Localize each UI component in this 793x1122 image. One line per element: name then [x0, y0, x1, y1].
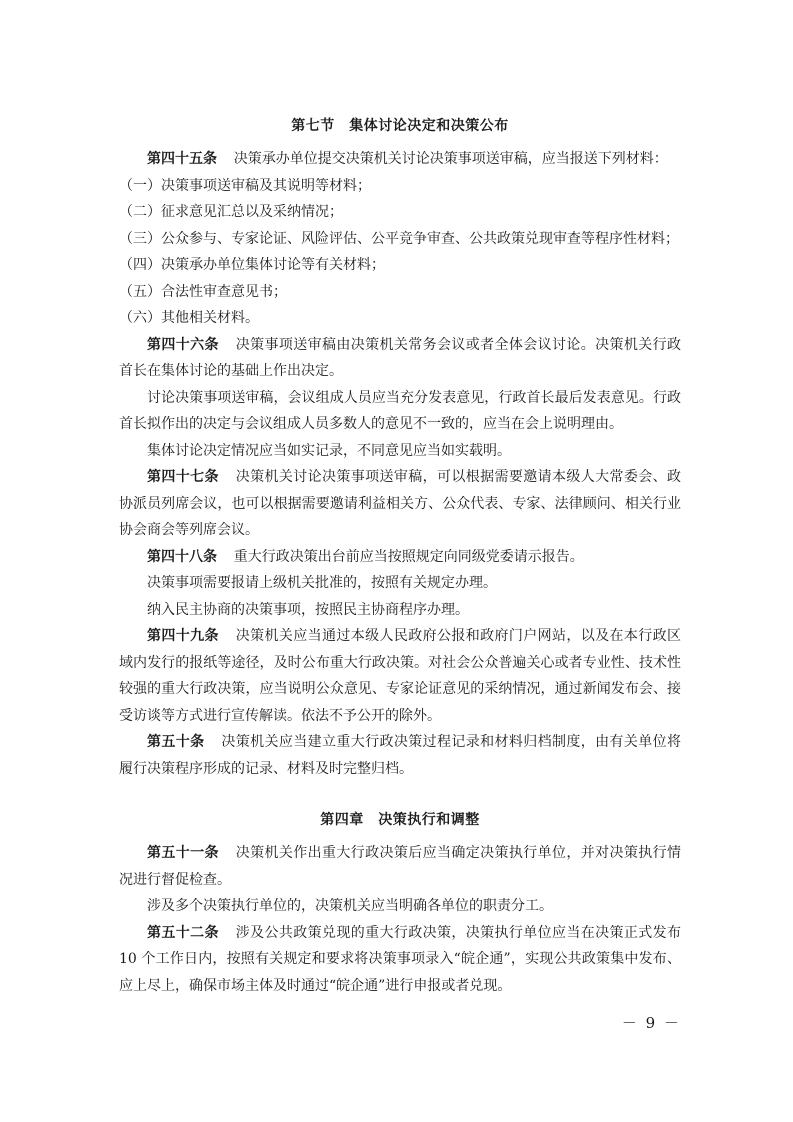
article-number: 第五十条 [147, 734, 205, 750]
article-paragraph [119, 146, 681, 173]
chapter-content [119, 840, 681, 999]
article-paragraph [119, 464, 681, 544]
article-number: 第五十二条 [147, 924, 219, 941]
list-item: （二）征求意见汇总以及采纳情况； [119, 204, 343, 220]
list-item: （一）决策事项送审稿及其说明等材料； [119, 177, 371, 194]
article-paragraph [119, 920, 681, 1000]
article-text: 决策承办单位提交决策机关讨论决策事项送审稿，应当报送下列材料： [233, 151, 668, 167]
body-paragraph: 纳入民主协商的决策事项，按照民主协商程序办理。 [147, 601, 469, 618]
article-text: 决策机关应当建立重大行政决策过程记录和材料归档制度，由有关单位将履行决策程序形成的记录、材料及时完整归档。 [119, 734, 682, 777]
list-item: （五）合法性审查意见书； [119, 283, 287, 300]
article-paragraph [119, 840, 681, 893]
article-text: 决策机关作出重大行政决策后应当确定决策执行单位，并对决策执行情况进行督促检查。 [119, 845, 682, 888]
body-paragraph: 集体讨论决定情况应当如实记录，不同意见应当如实载明。 [147, 442, 511, 459]
list-item: （四）决策承办单位集体讨论等有关材料； [119, 257, 385, 273]
article-paragraph [119, 544, 681, 571]
article-number: 第四十八条 [147, 548, 217, 565]
list-item: （三）公众参与、专家论证、风险评估、公平竞争审查、公共政策兑现审查等程序性材料； [119, 230, 679, 247]
article-text: 涉及公共政策兑现的重大行政决策，决策执行单位应当在决策正式发布 10 个工作日内，按照有关规定和要求将决策事项录入“皖企通”，实现公共政策集中发布、应上尽上，确保市场主体及时通过“皖企通”进行申报或者兑现。 [119, 924, 682, 994]
body-paragraph: 涉及多个决策执行单位的，决策机关应当明确各单位的职责分工。 [147, 898, 553, 914]
body-paragraph: 决策事项需要报请上级机关批准的，按照有关规定办理。 [147, 575, 497, 591]
article-text: 决策机关讨论决策事项送审稿，可以根据需要邀请本级人大常委会、政协派员列席会议，也可以根据需要邀请利益相关方、公众代表、专家、法律顾问、相关行业协会商会等列席会议。 [119, 469, 682, 538]
article-text: 决策机关应当通过本级人民政府公报和政府门户网站，以及在本行政区域内发行的报纸等途径，及时公布重大行政决策。对社会公众普遍关心或者专业性、技术性较强的重大行政决策，应当说明公众意见、专家论证意见的采纳情况，通过新闻发布会、接受访谈等方式进行宣传解读。依法不予公开的除外。 [119, 628, 682, 724]
article-text: 决策事项送审稿由决策机关常务会议或者全体会议讨论。决策机关行政首长在集体讨论的基础上作出决定。 [119, 336, 682, 379]
article-paragraph [119, 729, 681, 782]
article-number: 第四十七条 [147, 469, 219, 485]
article-text: 重大行政决策出台前应当按照规定向同级党委请示报告。 [233, 548, 584, 565]
chapter-title: 第四章 决策执行和调整 [320, 812, 480, 828]
section-content [119, 146, 681, 782]
article-number: 第四十五条 [147, 151, 217, 167]
page-number: － 9 － [621, 1014, 681, 1032]
body-paragraph: 讨论决策事项送审稿，会议组成人员应当充分发表意见，行政首长最后发表意见。行政首长拟作出的决定与会议组成人员多数人的意见不一致的，应当在会上说明理由。 [119, 389, 681, 432]
list-item: （六）其他相关材料。 [119, 310, 259, 326]
article-paragraph [119, 623, 681, 729]
document-body [119, 116, 681, 999]
article-paragraph [119, 332, 681, 385]
article-number: 第五十一条 [147, 845, 219, 861]
section-title: 第七节 集体讨论决定和决策公布 [291, 118, 509, 134]
article-number: 第四十九条 [147, 628, 219, 644]
article-number: 第四十六条 [147, 336, 219, 353]
